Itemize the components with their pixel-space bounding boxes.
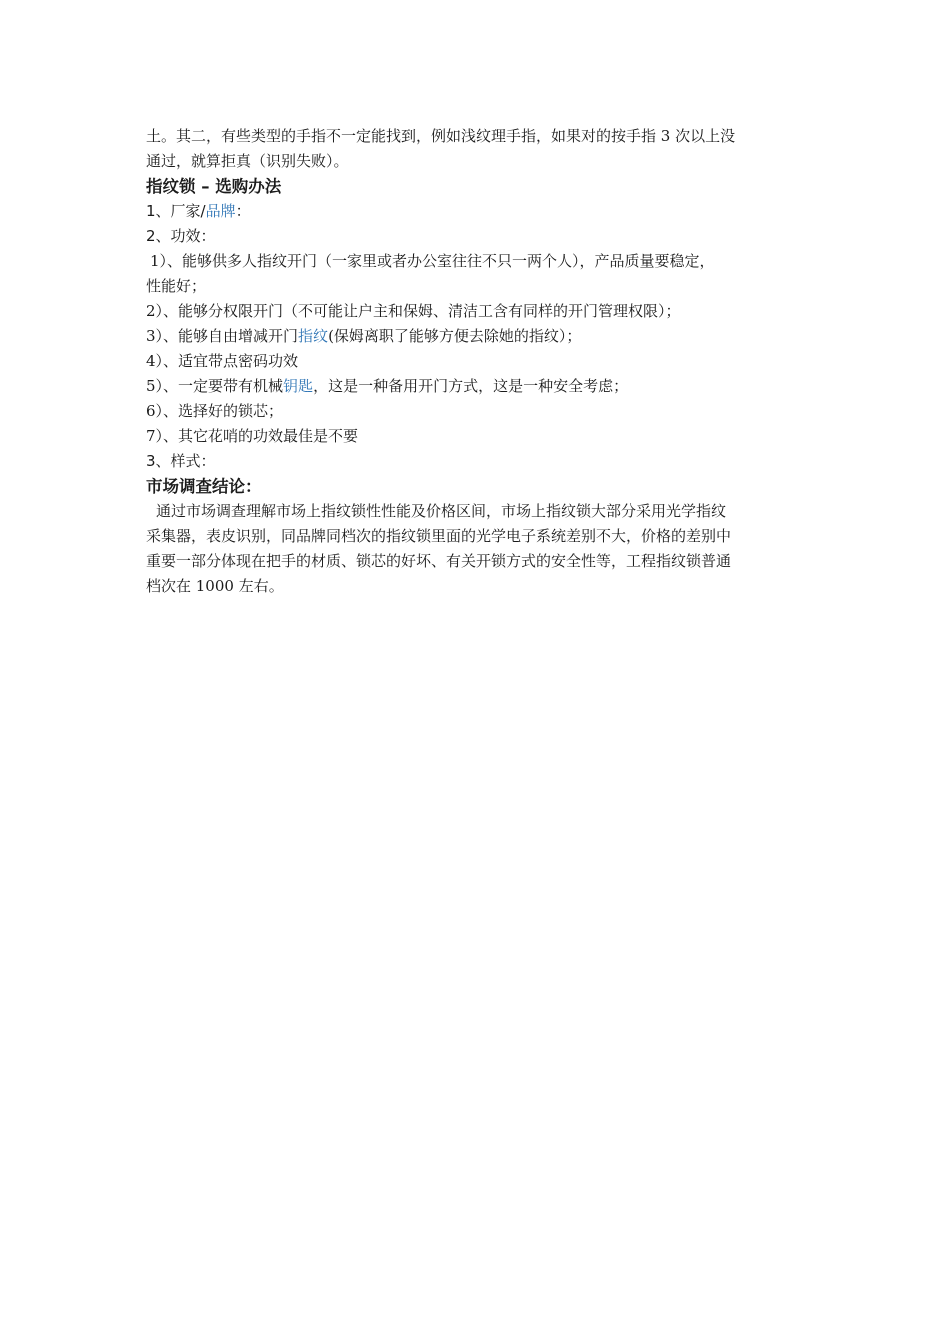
sub-item-5-prefix: 5）、一定要带有机械 (146, 377, 284, 395)
sub-item-3-prefix: 3）、能够自由增减开门 (146, 327, 299, 345)
conclusion-line-3: 重要一部分体现在把手的材质、锁芯的好坏、有关开锁方式的安全性等，工程指纹锁普通 (146, 552, 732, 570)
document-page (146, 124, 816, 599)
brand-link[interactable]: 品牌 (205, 202, 236, 220)
list-item-function: 2、功效： (146, 227, 216, 245)
intro-line-2: 通过，就算拒真（识别失败）。 (146, 152, 349, 170)
key-link[interactable]: 钥匙 (283, 377, 314, 395)
conclusion-line-2: 采集器，表皮识别，同品牌同档次的指纹锁里面的光学电子系统差别不大，价格的差别中 (146, 527, 732, 545)
conclusion-line-4: 档次在 1000 左右。 (146, 577, 284, 595)
list-item-style: 3、样式： (146, 452, 216, 470)
sub-item-1-line-1: 1）、能够供多人指纹开门（一家里或者办公室往往不只一两个人），产品质量要稳定， (150, 252, 715, 270)
conclusion-line-1: 通过市场调查理解市场上指纹锁性性能及价格区间，市场上指纹锁大部分采用光学指纹 (156, 502, 727, 520)
sub-item-4: 4）、适宜带点密码功效 (146, 352, 299, 370)
sub-item-6: 6）、选择好的锁芯； (146, 402, 284, 420)
sub-item-1-line-2: 性能好； (146, 277, 207, 295)
intro-line-1: 土。其二，有些类型的手指不一定能找到，例如浅纹理手指，如果对的按手指 3 次以上没 (146, 127, 736, 145)
heading-buying-method: 指纹锁 – 选购办法 (146, 177, 282, 196)
sub-item-2: 2）、能够分权限开门（不可能让户主和保姆、清洁工含有同样的开门管理权限）； (146, 302, 681, 320)
sub-item-5 (146, 374, 816, 399)
list-item-manufacturer (146, 199, 816, 224)
fingerprint-link[interactable]: 指纹 (298, 327, 329, 345)
sub-item-3 (146, 324, 816, 349)
sub-item-5-suffix: ，这是一种备用开门方式，这是一种安全考虑； (313, 377, 629, 395)
heading-market-conclusion: 市场调查结论： (146, 477, 262, 496)
sub-item-7: 7）、其它花哨的功效最佳是不要 (146, 427, 359, 445)
list-item-manufacturer-suffix: ： (235, 202, 251, 220)
list-item-manufacturer-prefix: 1、厂家/ (146, 202, 206, 220)
sub-item-3-suffix: (保姆离职了能够方便去除她的指纹）； (328, 327, 582, 345)
